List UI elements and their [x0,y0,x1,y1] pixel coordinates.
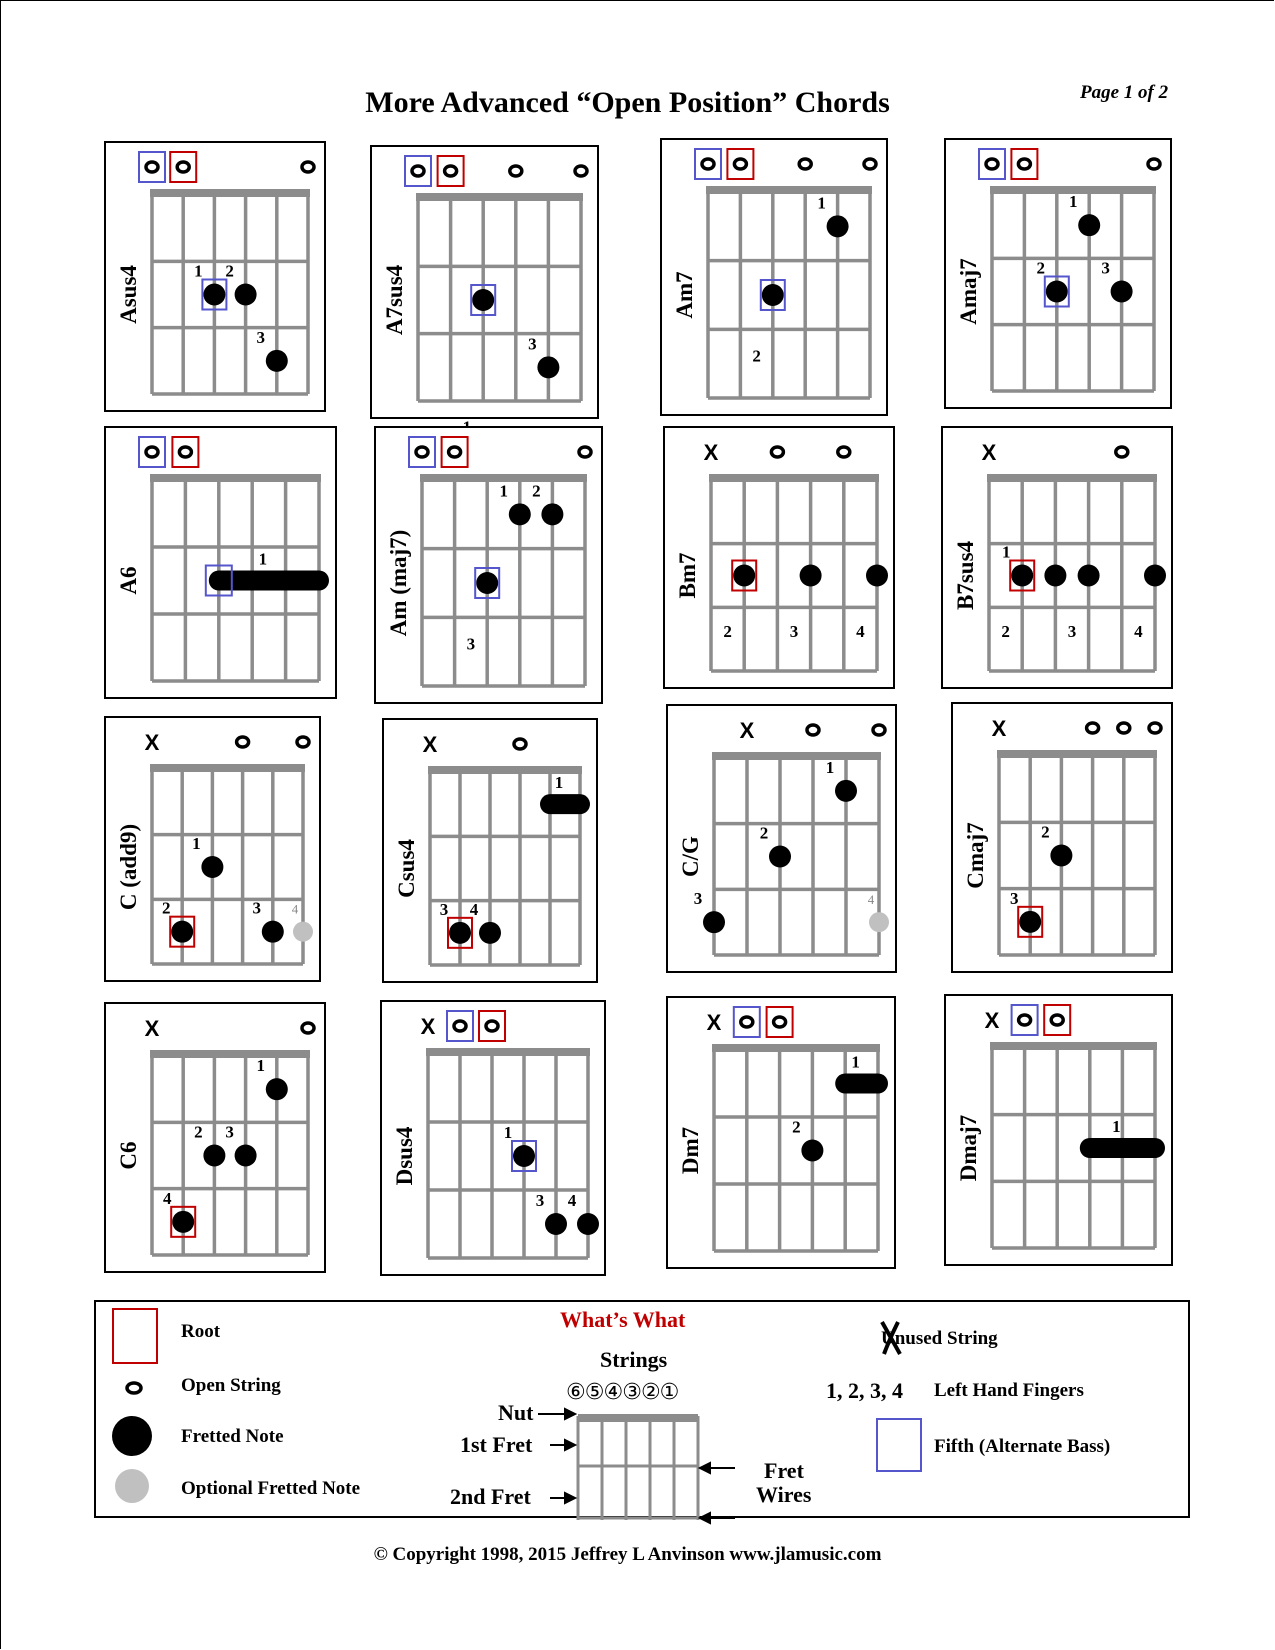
chord-svg [106,1004,324,1271]
finger-number: 1 [499,481,509,501]
fretted-note [577,1213,599,1235]
string-number: ⑥ [566,1380,585,1405]
chord-diagram [944,138,1172,409]
fretted-note [769,846,791,868]
legend-fretted-label: Fretted Note [181,1426,284,1447]
fretted-note [472,289,494,311]
finger-number: 2 [792,1117,801,1137]
finger-number: 4 [867,892,875,908]
open-string-icon [1149,723,1161,733]
fifth-box [139,152,165,182]
finger-number: 3 [1101,258,1110,278]
chord-name: C (add9) [116,823,141,911]
open-string-icon [575,166,587,176]
fretted-note [545,1213,567,1235]
fretted-note [266,1078,288,1100]
chord-diagram [374,426,603,704]
finger-number: 2 [1001,622,1010,642]
chord-svg [376,428,601,702]
legend-fingers-label: Left Hand Fingers [934,1380,1084,1401]
open-string-icon [486,1021,498,1031]
fifth-swatch [876,1418,922,1472]
chord-svg [946,140,1170,407]
root-box [767,1007,793,1037]
fretted-note [733,565,755,587]
string-number: ⑤ [584,1380,604,1405]
nut [150,474,321,482]
open-string-icon [771,447,783,457]
finger-number: 1 [258,549,268,569]
fretted-note [235,1145,257,1167]
chord-diagram [951,702,1173,973]
finger-number: 3 [466,634,476,654]
fifth-box [979,149,1005,179]
chord-svg [946,996,1171,1264]
nut [416,193,583,201]
string-number: ① [659,1380,679,1405]
root-box [438,156,464,186]
chord-name: Csus4 [394,839,419,898]
open-string-icon [445,166,457,176]
chord-name: Am (maj7) [386,529,411,637]
open-string-icon [412,166,424,176]
finger-number: 2 [225,261,234,281]
fretted-note [537,356,559,378]
finger-number: 2 [759,823,769,843]
fretted-note [172,1211,194,1233]
fretted-note [1078,214,1100,236]
chord-svg [668,706,895,971]
fifth-box [139,437,165,467]
second-fret-label: 2nd Fret [450,1484,531,1509]
unused-string-icon: X [739,718,755,743]
fretted-note [509,503,531,525]
fretted-note [827,215,849,237]
chord-svg [953,704,1171,971]
nut [150,1050,310,1058]
finger-number: 3 [528,334,537,354]
open-string-icon [1018,159,1030,169]
root-box [727,149,753,179]
legend-fingers-sample: 1, 2, 3, 4 [826,1378,903,1403]
string-number: ② [640,1380,660,1405]
string-number: ④ [603,1380,623,1405]
finger-number: 3 [256,327,266,347]
finger-number: 1 [1112,1117,1121,1136]
finger-number: 1 [503,1123,513,1142]
chord-diagram [660,138,888,416]
open-string-icon [873,725,885,735]
chord-svg [106,143,324,410]
finger-number: 2 [752,346,761,366]
unused-string-icon: X [981,440,997,465]
finger-number: 3 [693,889,703,909]
open-string-icon [146,447,158,457]
string-number: ③ [622,1380,641,1405]
finger-number: 4 [469,899,479,919]
finger-number: 1 [194,261,203,281]
finger-number: 3 [252,898,262,918]
open-string-icon [774,1017,786,1027]
open-string-icon [741,1017,753,1027]
chord-diagram [370,145,599,419]
chord-name: C/G [678,836,703,877]
open-string-icon [986,159,998,169]
fretted-note-icon [110,1414,154,1458]
open-string-icon [1116,447,1128,457]
open-string-icon [146,162,158,172]
finger-number: 4 [162,1188,172,1208]
chord-diagram [380,1000,606,1276]
chord-diagram [104,1002,326,1273]
finger-number: 3 [225,1122,234,1142]
legend-heading: What’s What [560,1307,686,1332]
optional-fretted-note [869,912,889,932]
fretted-note [801,1140,823,1162]
finger-number: 3 [535,1191,545,1210]
finger-number: 3 [789,622,799,642]
chord-diagram [104,716,321,982]
fretted-note [266,350,288,372]
legend-open-label: Open String [181,1375,281,1396]
optional-note-icon [112,1466,152,1506]
root-swatch [112,1308,158,1364]
root-box [170,152,196,182]
nut [997,750,1157,758]
fretted-note [262,921,284,943]
open-string-icon [702,159,714,169]
fifth-box [1012,1005,1038,1035]
finger-number: 2 [161,898,171,918]
chord-svg [106,428,335,697]
chord-svg [943,428,1171,687]
unused-string-icon: X [706,1010,722,1035]
chord-name: Asus4 [116,265,141,324]
fretted-note [1078,565,1100,587]
optional-fretted-note [293,922,313,942]
finger-number: 1 [825,757,835,777]
unused-string-icon: X [144,730,160,755]
fifth-box [447,1011,473,1041]
open-string-icon [297,737,309,747]
open-string-icon [454,1021,466,1031]
fret-wires-label-2: Wires [756,1482,812,1507]
nut [150,189,310,197]
chord-name: Am7 [672,271,697,319]
open-string-icon [1148,159,1160,169]
nut [426,1048,590,1056]
fretted-note [235,284,257,306]
fretted-note [513,1145,535,1167]
fretted-note [703,911,725,933]
open-string-icon [1051,1015,1063,1025]
unused-string-icon: X [144,1016,160,1041]
open-string-icon [864,159,876,169]
open-string-icon [449,447,461,457]
chord-svg [665,428,893,687]
open-string-icon [734,159,746,169]
chord-name: Amaj7 [956,258,981,325]
nut [150,764,305,772]
fretted-note [1111,281,1133,303]
finger-number: 3 [439,899,449,919]
finger-number: 3 [1009,888,1019,908]
chord-svg [662,140,886,414]
fifth-box [409,437,435,467]
nut [987,474,1157,482]
chord-name: A7sus4 [382,264,407,336]
open-string-icon [179,447,191,457]
chord-name: A6 [116,566,141,595]
root-box [479,1011,505,1041]
finger-number: 2 [1041,822,1050,842]
chord-diagram [666,704,897,973]
unused-string-icon [876,1318,906,1358]
finger-number: 1 [192,834,201,853]
unused-string-icon: X [991,716,1007,741]
copyright: © Copyright 1998, 2015 Jeffrey L Anvinson www.jlamusic.com [373,1544,882,1565]
chord-name: C6 [116,1141,141,1170]
fretted-note [1019,911,1041,933]
chord-name: Dm7 [678,1126,703,1175]
page-title: More Advanced “Open Position” Chords [365,86,890,119]
unused-string-icon: X [420,1014,436,1039]
finger-number: 1 [851,1052,860,1072]
legend-unused-label: Unused String [881,1328,998,1349]
legend-root-label: Root [181,1321,221,1342]
chord-name: Bm7 [675,552,700,599]
chord-name: Dsus4 [392,1126,417,1186]
finger-number: 4 [291,901,299,917]
open-string-icon [838,447,850,457]
finger-number: 2 [194,1122,203,1142]
unused-string-icon: X [984,1008,1000,1033]
unused-string-icon: X [422,732,438,757]
fretted-note [171,921,193,943]
open-string-icon [799,159,811,169]
fifth-box [734,1007,760,1037]
unused-string-icon: X [703,440,719,465]
finger-number: 1 [256,1056,266,1076]
open-string-icon [237,737,249,747]
strings-label: Strings [600,1347,668,1372]
fretted-note [449,922,471,944]
finger-number: 4 [856,622,865,642]
chord-name: Dmaj7 [956,1114,981,1182]
finger-number: 2 [723,622,732,642]
finger-number: 1 [1001,542,1011,562]
chord-svg [668,998,894,1267]
page-number: Page 1 of 2 [1080,82,1169,103]
fretted-note [479,922,501,944]
chord-diagram [663,426,895,689]
nut [990,1042,1157,1050]
root-box [1044,1005,1070,1035]
fifth-box [405,156,431,186]
legend-fifth-label: Fifth (Alternate Bass) [934,1436,1111,1457]
open-string-icon [302,162,314,172]
fretted-note [476,572,498,594]
open-string-icon [807,725,819,735]
fretted-note [1011,565,1033,587]
fretted-note [762,284,784,306]
fretted-note [800,565,822,587]
chord-diagram [941,426,1173,689]
nut [712,1044,880,1052]
chord-diagram [944,994,1173,1266]
fretted-note [1044,565,1066,587]
chord-svg [384,720,596,981]
fretted-note [835,780,857,802]
finger-number: 1 [1068,192,1078,212]
open-string-icon [302,1023,314,1033]
fretted-note [1046,281,1068,303]
open-string-icon [1087,723,1099,733]
finger-number: 3 [1067,622,1077,642]
finger-number: 1 [817,193,826,213]
fret-wires-label-1: Fret [764,1458,804,1483]
chord-name: B7sus4 [953,540,978,611]
open-string-icon [510,166,522,176]
legend-optional-label: Optional Fretted Note [181,1478,361,1499]
first-fret-label: 1st Fret [460,1432,533,1457]
open-string-icon [579,447,591,457]
open-string-icon [177,162,189,172]
chord-diagram [104,141,326,412]
open-string-icon [1118,723,1130,733]
finger-number: 4 [1134,622,1143,642]
finger-number: 2 [532,481,541,501]
chord-svg [106,718,319,980]
chord-diagram [666,996,896,1269]
nut [709,474,879,482]
root-box [1011,149,1037,179]
nut [712,752,881,760]
root-box [442,437,468,467]
fretted-note [866,565,888,587]
open-string-icon [1019,1015,1031,1025]
finger-number: 1 [554,773,564,793]
fretted-note [203,284,225,306]
fifth-box [695,149,721,179]
finger-number: 2 [1036,258,1046,278]
open-string-icon [122,1378,146,1398]
fretted-note [1144,565,1166,587]
nut [706,186,872,194]
chord-diagram [382,718,598,983]
fretted-note [1050,845,1072,867]
fretted-note [201,856,223,878]
nut-label: Nut [498,1400,534,1425]
finger-number: 4 [567,1191,577,1210]
fretted-note [541,503,563,525]
chord-name: Cmaj7 [963,822,988,889]
chord-svg [382,1002,604,1274]
open-string-icon [514,739,526,749]
chord-svg [372,147,597,417]
fretted-note [203,1145,225,1167]
chord-diagram [104,426,337,699]
root-box [172,437,198,467]
open-string-icon [416,447,428,457]
